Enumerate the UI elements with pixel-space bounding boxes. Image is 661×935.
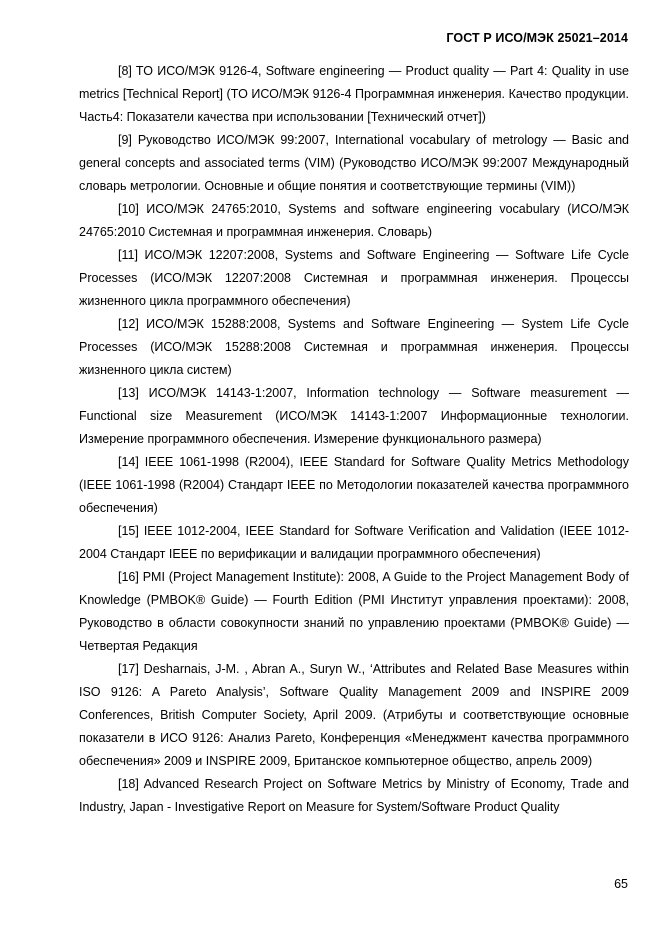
reference-11: [11] ИСО/МЭК 12207:2008, Systems and Software Engineering — Software Life Cycle Processes (ИСО/МЭК 12207:2008 Системная и программная инженерия. Процессы жизненного цикла программного обеспечения) bbox=[79, 248, 629, 308]
reference-8: [8] TO ИСО/МЭК 9126-4, Software engineering — Product quality — Part 4: Quality in use metrics [Technical Report] (TO ИСО/МЭК 9126-4 Программная инженерия. Качество продукции. Часть4: Показатели качества при использовании [Технический отчет]) bbox=[79, 64, 629, 124]
reference-14: [14] IEEE 1061-1998 (R2004), IEEE Standard for Software Quality Metrics Methodology (IEEE 1061-1998 (R2004) Стандарт IEEE по Методологии показателей качества программного обеспечения) bbox=[79, 455, 629, 515]
page-header: ГОСТ Р ИСО/МЭК 25021–2014 bbox=[446, 31, 628, 45]
reference-9: [9] Руководство ИСО/МЭК 99:2007, International vocabulary of metrology — Basic and general concepts and associated terms (VIM) (Руководство ИСО/МЭК 99:2007 Международный словарь метрологии. Основные и общие понятия и соответствующие термины (VIM)) bbox=[79, 133, 629, 193]
reference-12: [12] ИСО/МЭК 15288:2008, Systems and Software Engineering — System Life Cycle Processes (ИСО/МЭК 15288:2008 Системная и программная инженерия. Процессы жизненного цикла систем) bbox=[79, 317, 629, 377]
reference-18: [18] Advanced Research Project on Software Metrics by Ministry of Economy, Trade and Industry, Japan - Investigative Report on Measure for System/Software Product Quality bbox=[79, 777, 629, 814]
reference-16: [16] PMI (Project Management Institute): 2008, A Guide to the Project Management Body of Knowledge (PMBOK® Guide) — Fourth Edition (PMI Институт управления проектами): 2008, Руководство в области совокупности знаний по управлению проектами (PMBOK® Guide) — Четвертая Редакция bbox=[79, 570, 629, 653]
reference-15: [15] IEEE 1012-2004, IEEE Standard for Software Verification and Validation (IEEE 1012-2004 Стандарт IEEE по верификации и валидации программного обеспечения) bbox=[79, 524, 629, 561]
page-number: 65 bbox=[614, 877, 628, 891]
reference-17: [17] Desharnais, J-M. , Abran A., Suryn W., ‘Attributes and Related Base Measures within ISO 9126: A Pareto Analysis’, Software Quality Management 2009 and INSPIRE 2009 Conferences, British Computer Society, April 2009. (Атрибуты и соответствующие основные показатели в ИСО 9126: Анализ Pareto, Конференция «Менеджмент качества программного обеспечения» 2009 и INSPIRE 2009, Британское компьютерное общество, апрель 2009) bbox=[79, 662, 629, 768]
reference-13: [13] ИСО/МЭК 14143-1:2007, Information technology — Software measurement — Functional size Measurement (ИСО/МЭК 14143-1:2007 Информационные технологии. Измерение программного обеспечения. Измерение функционального размера) bbox=[79, 386, 629, 446]
bibliography-list bbox=[79, 60, 629, 819]
reference-10: [10] ИСО/МЭК 24765:2010, Systems and software engineering vocabulary (ИСО/МЭК 24765:2010 Системная и программная инженерия. Словарь) bbox=[79, 202, 629, 239]
